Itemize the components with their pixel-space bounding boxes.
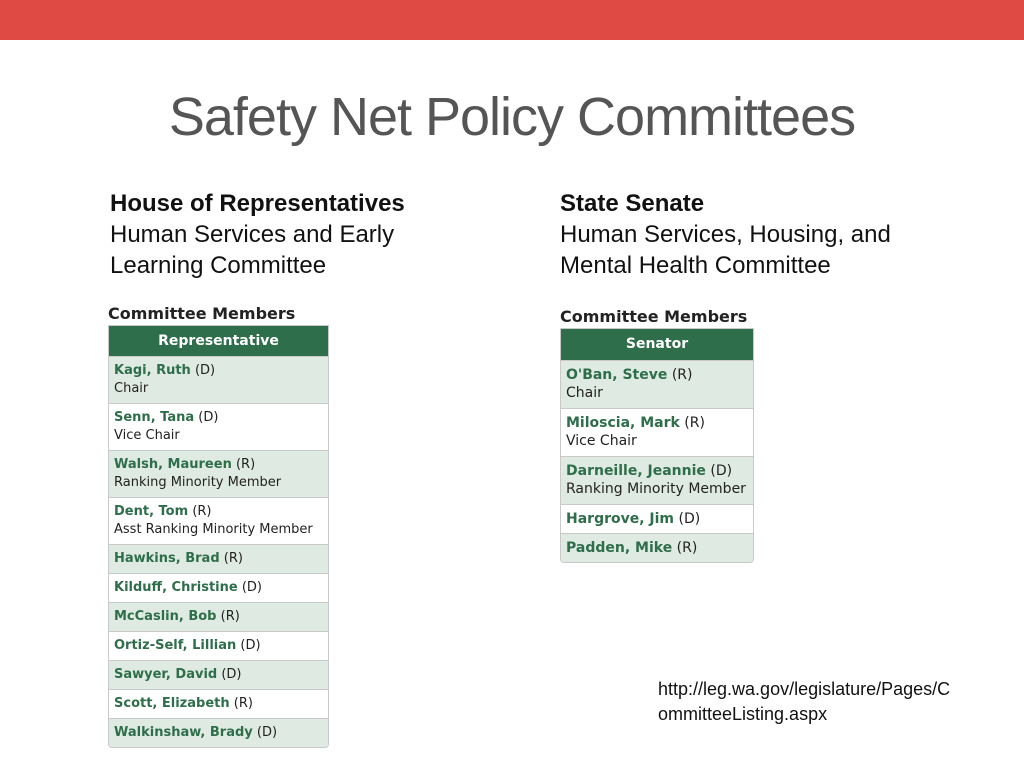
member-row — [109, 602, 328, 631]
house-members-table — [108, 325, 329, 748]
member-row — [561, 504, 753, 533]
member-party: (D) — [194, 363, 216, 378]
member-row — [109, 544, 328, 573]
member-name-link[interactable]: Padden, Mike — [566, 540, 673, 556]
house-heading — [110, 188, 405, 281]
member-name-link[interactable]: O'Ban, Steve — [566, 367, 668, 383]
senate-committee-line2: Mental Health Committee — [560, 252, 831, 279]
member-row — [109, 497, 328, 544]
member-role: Asst Ranking Minority Member — [114, 522, 313, 537]
member-party: (D) — [221, 667, 242, 682]
member-role: Ranking Minority Member — [566, 481, 746, 497]
member-row — [109, 689, 328, 718]
source-url[interactable]: http://leg.wa.gov/legislature/Pages/CommitteeListing.aspx — [658, 679, 951, 724]
member-row — [109, 718, 328, 747]
member-name-link[interactable]: Hawkins, Brad — [114, 551, 220, 566]
member-party: (D) — [198, 410, 219, 425]
member-name-link[interactable]: Darneille, Jeannie — [566, 463, 706, 479]
member-party: (D) — [710, 463, 733, 479]
member-row — [109, 573, 328, 602]
member-party: (R) — [223, 551, 243, 566]
member-party: (R) — [684, 415, 705, 431]
member-role: Ranking Minority Member — [114, 475, 282, 490]
house-column-header: Representative — [109, 326, 328, 356]
member-party: (R) — [676, 540, 698, 556]
member-party: (D) — [678, 511, 701, 527]
top-accent-bar — [0, 0, 1024, 40]
slide-title: Safety Net Policy Committees — [168, 87, 856, 147]
senate-heading — [560, 188, 891, 281]
member-row — [109, 450, 328, 497]
member-party: (R) — [220, 609, 240, 624]
member-row — [561, 456, 753, 504]
member-name-link[interactable]: Kilduff, Christine — [114, 580, 238, 595]
member-name-link[interactable]: Ortiz-Self, Lillian — [114, 638, 237, 653]
member-name-link[interactable]: Walkinshaw, Brady — [114, 725, 253, 740]
senate-chamber-name: State Senate — [560, 190, 705, 217]
member-name-link[interactable]: Dent, Tom — [114, 504, 189, 519]
senate-table-body — [561, 360, 753, 562]
member-row — [109, 356, 328, 403]
member-row — [561, 360, 753, 408]
member-name-link[interactable]: McCaslin, Bob — [114, 609, 217, 624]
member-name-link[interactable]: Scott, Elizabeth — [114, 696, 230, 711]
member-party: (R) — [233, 696, 253, 711]
member-row — [561, 408, 753, 456]
member-name-link[interactable]: Sawyer, David — [114, 667, 218, 682]
member-party: (D) — [256, 725, 278, 740]
house-committee-line1: Human Services and Early — [110, 221, 395, 248]
member-row — [561, 533, 753, 562]
member-party: (D) — [241, 580, 262, 595]
member-row — [109, 660, 328, 689]
member-name-link[interactable]: Walsh, Maureen — [114, 457, 232, 472]
senate-column-header: Senator — [561, 329, 753, 360]
member-row — [109, 631, 328, 660]
senate-committee-line1: Human Services, Housing, and — [560, 221, 891, 248]
member-role: Chair — [566, 385, 603, 401]
member-name-link[interactable]: Kagi, Ruth — [114, 363, 191, 378]
member-party: (R) — [235, 457, 256, 472]
member-role: Vice Chair — [114, 428, 180, 443]
senate-members-label: Committee Members — [560, 307, 748, 326]
member-role: Chair — [114, 381, 149, 396]
house-committee-line2: Learning Committee — [110, 252, 327, 279]
house-members-label: Committee Members — [108, 304, 296, 323]
house-table-body — [109, 356, 328, 747]
member-name-link[interactable]: Miloscia, Mark — [566, 415, 680, 431]
house-chamber-name: House of Representatives — [110, 190, 405, 217]
member-name-link[interactable]: Hargrove, Jim — [566, 511, 675, 527]
member-party: (R) — [192, 504, 212, 519]
member-party: (D) — [240, 638, 261, 653]
member-row — [109, 403, 328, 450]
senate-members-table — [560, 328, 754, 563]
member-role: Vice Chair — [566, 433, 637, 449]
member-name-link[interactable]: Senn, Tana — [114, 410, 195, 425]
member-party: (R) — [671, 367, 693, 383]
